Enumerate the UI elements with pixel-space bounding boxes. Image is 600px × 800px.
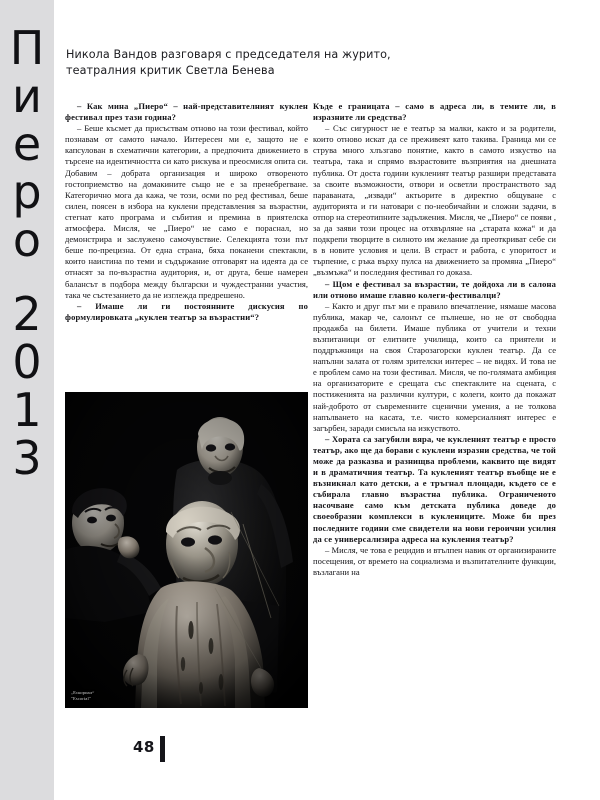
- interview-question: – Щом е фестивал за възрастни, те дойдоха ли в салона или отново имаше главно колеги-фестивалци?: [313, 278, 556, 300]
- interview-question: – Имаше ли ги постоянните дискусия по формулировката „куклен театър за възрастни“?: [65, 300, 308, 322]
- spine-year-digit-2: 0: [12, 335, 42, 389]
- spine-letter-2: и: [12, 69, 42, 123]
- spine-letter-5: о: [12, 213, 42, 267]
- standfirst-line-2: театралния критик Светла Бенева: [66, 64, 275, 77]
- spine-title-stack: [0, 21, 54, 485]
- text-column-right: [313, 101, 556, 578]
- interview-answer: – Както и друг път ми е правило впечатление, нямаше масова публика, макар че, салонът се пълнеше, но не от свободна продажба на билети. Имаше публика от учители и техни възпитаници от елитните училища, които са приятели и поддръжници на своя Старозагорски куклен театър. Да се напълни залата от голям зрителски интерес – не видях. И това не е проблем само на този фестивал. Мисля, че по-голямата амбиция на организаторите е срещата със спектаклите на сцената, с постиженията на различни култури, с колеги, които да покажат най-доброто от съвременните сценични умения, а не толкова напълването на касата, т.е. чисто комерсиалният интерес е загърбен, заради смисъла на изкуството.: [313, 300, 556, 433]
- interview-question: Къде е границата – само в адреса ли, в темите ли, в изразните ли средства?: [313, 101, 556, 123]
- text-column-left: [65, 101, 308, 323]
- spine-letter-4: р: [12, 165, 42, 219]
- spine-year-digit-1: 2: [12, 287, 42, 341]
- production-photo: [65, 392, 308, 708]
- spine-year-digit-3: 1: [12, 383, 42, 437]
- interview-question: – Хората са загубили вяра, че кукленият театър е просто театър, ако ще да борави с куклени изразни средства, че той може да разказва и разнищва проблеми, каквито ще видят и в драматичния театър. Та кукленият театър въобще не е възникнал като детски, а е тръгнал площади, където се е събирала главно възрастна публика. Ограниченото насочване само към детската публика доведе до своеобразни комплекси в куклениците. Може би през последните години сме свидетели на нови героични усилия да се универсализира адреса на кукления театър?: [313, 433, 556, 544]
- spine-year-digit-4: 3: [12, 431, 42, 485]
- page-content: [54, 0, 600, 800]
- interview-question: – Как мина „Пиеро“ – най-представителният куклен фестивал през тази година?: [65, 101, 308, 123]
- photo-caption-line-1: „Ескориал“: [71, 690, 95, 695]
- spine-letter-3: е: [12, 117, 42, 171]
- spine-letter-1: П: [9, 21, 45, 75]
- interview-answer: – Мисля, че това е рецидив и втълпен навик от организираните посещения, от времето на социализма и възпитателните функции, възлагани на: [313, 544, 556, 577]
- photo-caption: [71, 690, 94, 702]
- standfirst: [66, 47, 566, 79]
- magazine-spine: [0, 0, 54, 800]
- interview-answer: – Със сигурност не е театър за малки, както и за родители, които отново искат да се преживеят като такива. Граница ми се струва много хлъзгаво понятие, както в самото изкуство на театъра, така и спрямо възрастовите възприятия на днешната публика. От доста години кукленият театър разшири представата за своите възможности, отвори и осветли пространството зад параваната, „извади“ актьорите в директно общуване с аудиторията и ги натовари с по-необичайни и сложни задачи, в отпор на стереотипните задължения. Мисля, че „Пиеро“ се появи , за да заяви този процес на отхвърляне на „старата кожа“ и да подкрепи творците в силното им желание да преоткриват себе си в в новите условия и цели. В страст и работа, с упоритост и търпение, с ръка върху пулса на движението за промяна „Пиеро“ „възмъжа“ и последния фестивал го доказа.: [313, 123, 556, 278]
- page-number: 48: [133, 738, 155, 756]
- photo-caption-line-2: "Escorial": [71, 696, 91, 701]
- photo-image: [65, 392, 308, 708]
- standfirst-line-1: Никола Вандов разговаря с председателя на журито,: [66, 48, 391, 61]
- folio-rule: [160, 736, 165, 762]
- interview-answer: – Беше късмет да присъствам отново на този фестивал, който познавам от самото начало. Интересен ми е, защото не е капсулован в схематични категории, а предпочита движението в търсене на идентичността си като рискува и преосмисля опита си. Добавим – добрата организация и широко отвореното гостоприемство на домакините също не е за пренебрегване. Категорично мога да кажа, че този, осми по ред фестивал, беше силен, поясен в избора на куклени представления за възрастни, стегнат като програма и събития и премина в приятелска атмосфера. Мисля, че „Пиеро“ не само е пораснал, но демонстрира и заслужено самочувствие. Селекцията този път беше по-прецизна. От една страна, бяха поканени спектакли, които наистина по теми и съдържание отговарят на идеята да се отнасят за по-възрастна аудитория, и, от друга, беше намерен балансът в подбора между български и чуждестранни участия, така че състезанието да не изглежда предрешено.: [65, 123, 308, 300]
